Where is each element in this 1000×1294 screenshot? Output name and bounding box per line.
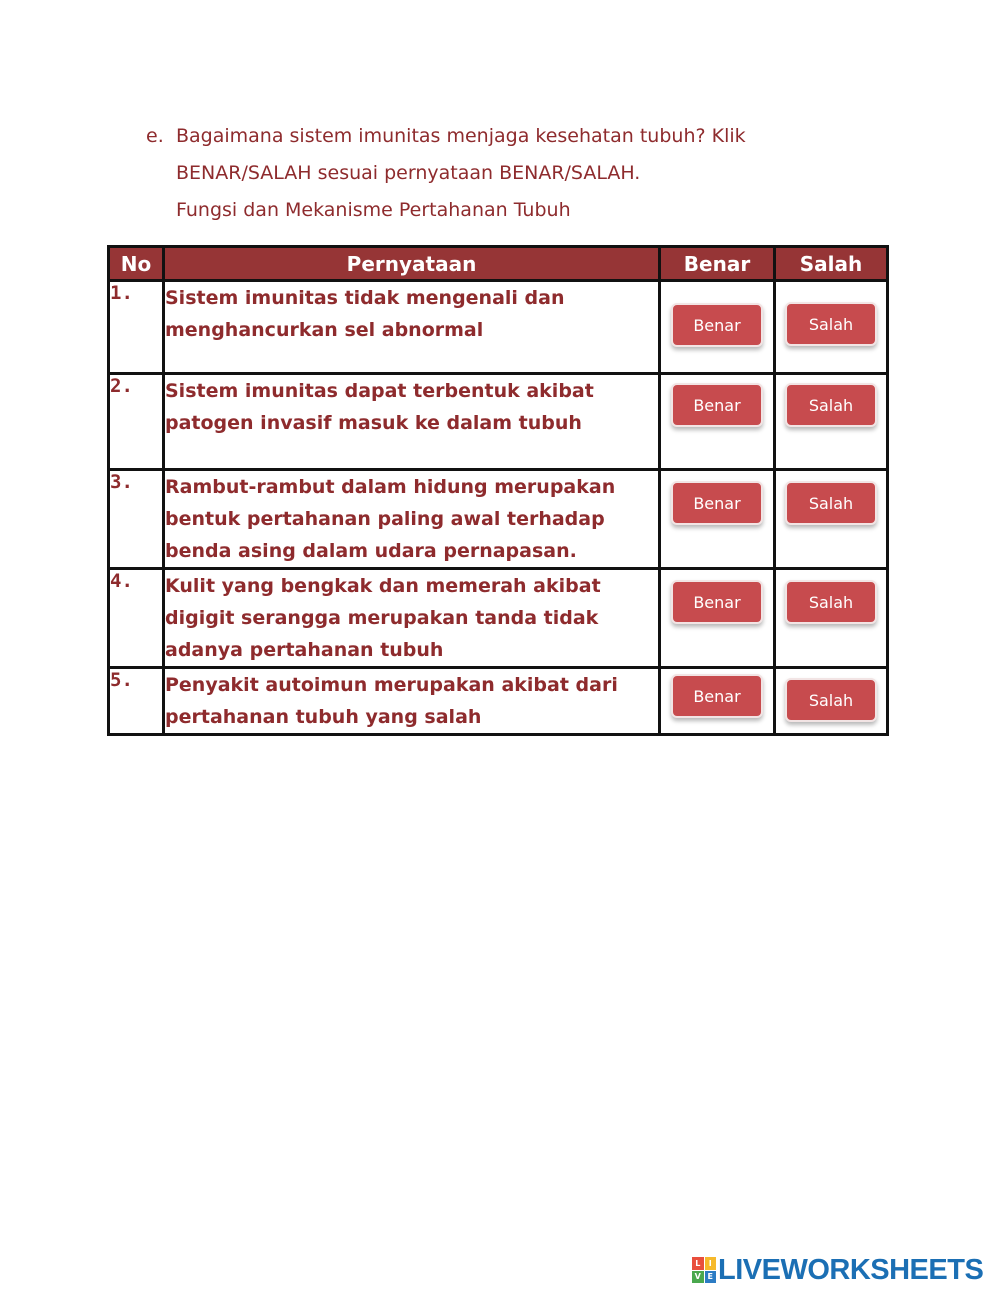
false-cell [775,569,888,668]
instruction-line-2: BENAR/SALAH sesuai pernyataan BENAR/SALAH. [176,162,641,184]
table-row [109,374,888,470]
row-number: 4. [109,569,164,668]
instruction-text-1: Bagaimana sistem imunitas menjaga kesehatan tubuh? Klik [176,125,746,147]
row-statement: Penyakit autoimun merupakan akibat dari pertahanan tubuh yang salah [164,668,660,735]
true-button[interactable]: Benar [671,303,763,347]
liveworksheets-logo-icon [692,1257,716,1283]
false-button[interactable]: Salah [785,302,877,346]
false-cell [775,281,888,374]
header-statement: Pernyataan [164,247,660,281]
false-button[interactable]: Salah [785,678,877,722]
true-cell [660,374,775,470]
true-cell [660,668,775,735]
false-cell [775,668,888,735]
row-statement: Kulit yang bengkak dan memerah akibat digigit serangga merupakan tanda tidak adanya pertahanan tubuh [164,569,660,668]
row-statement: Sistem imunitas tidak mengenali dan menghancurkan sel abnormal [164,281,660,374]
logo-tile-v: V [692,1271,704,1284]
row-number: 1. [109,281,164,374]
row-number: 3. [109,470,164,569]
section-title: Fungsi dan Mekanisme Pertahanan Tubuh [176,199,571,221]
question-instructions [146,118,866,229]
true-button[interactable]: Benar [671,580,763,624]
true-button[interactable]: Benar [671,481,763,525]
false-cell [775,374,888,470]
false-button[interactable]: Salah [785,383,877,427]
row-number: 2. [109,374,164,470]
logo-tile-e: E [705,1271,717,1284]
row-statement: Rambut-rambut dalam hidung merupakan bentuk pertahanan paling awal terhadap benda asing dalam udara pernapasan. [164,470,660,569]
false-button[interactable]: Salah [785,580,877,624]
table-row [109,569,888,668]
false-button[interactable]: Salah [785,481,877,525]
logo-tile-l: L [692,1257,704,1270]
table-row [109,281,888,374]
table-row [109,470,888,569]
true-button[interactable]: Benar [671,674,763,718]
true-cell [660,281,775,374]
question-marker: e. [146,125,164,147]
row-number: 5. [109,668,164,735]
row-statement: Sistem imunitas dapat terbentuk akibat patogen invasif masuk ke dalam tubuh [164,374,660,470]
header-false: Salah [775,247,888,281]
true-cell [660,569,775,668]
header-true: Benar [660,247,775,281]
false-cell [775,470,888,569]
logo-text: LIVEWORKSHEETS [718,1253,984,1286]
true-false-table [107,245,889,736]
true-button[interactable]: Benar [671,383,763,427]
instruction-line-1 [146,118,866,155]
liveworksheets-logo [692,1255,983,1285]
table-header-row [109,247,888,281]
logo-tile-i: I [705,1257,717,1270]
header-no: No [109,247,164,281]
table-row [109,668,888,735]
true-cell [660,470,775,569]
